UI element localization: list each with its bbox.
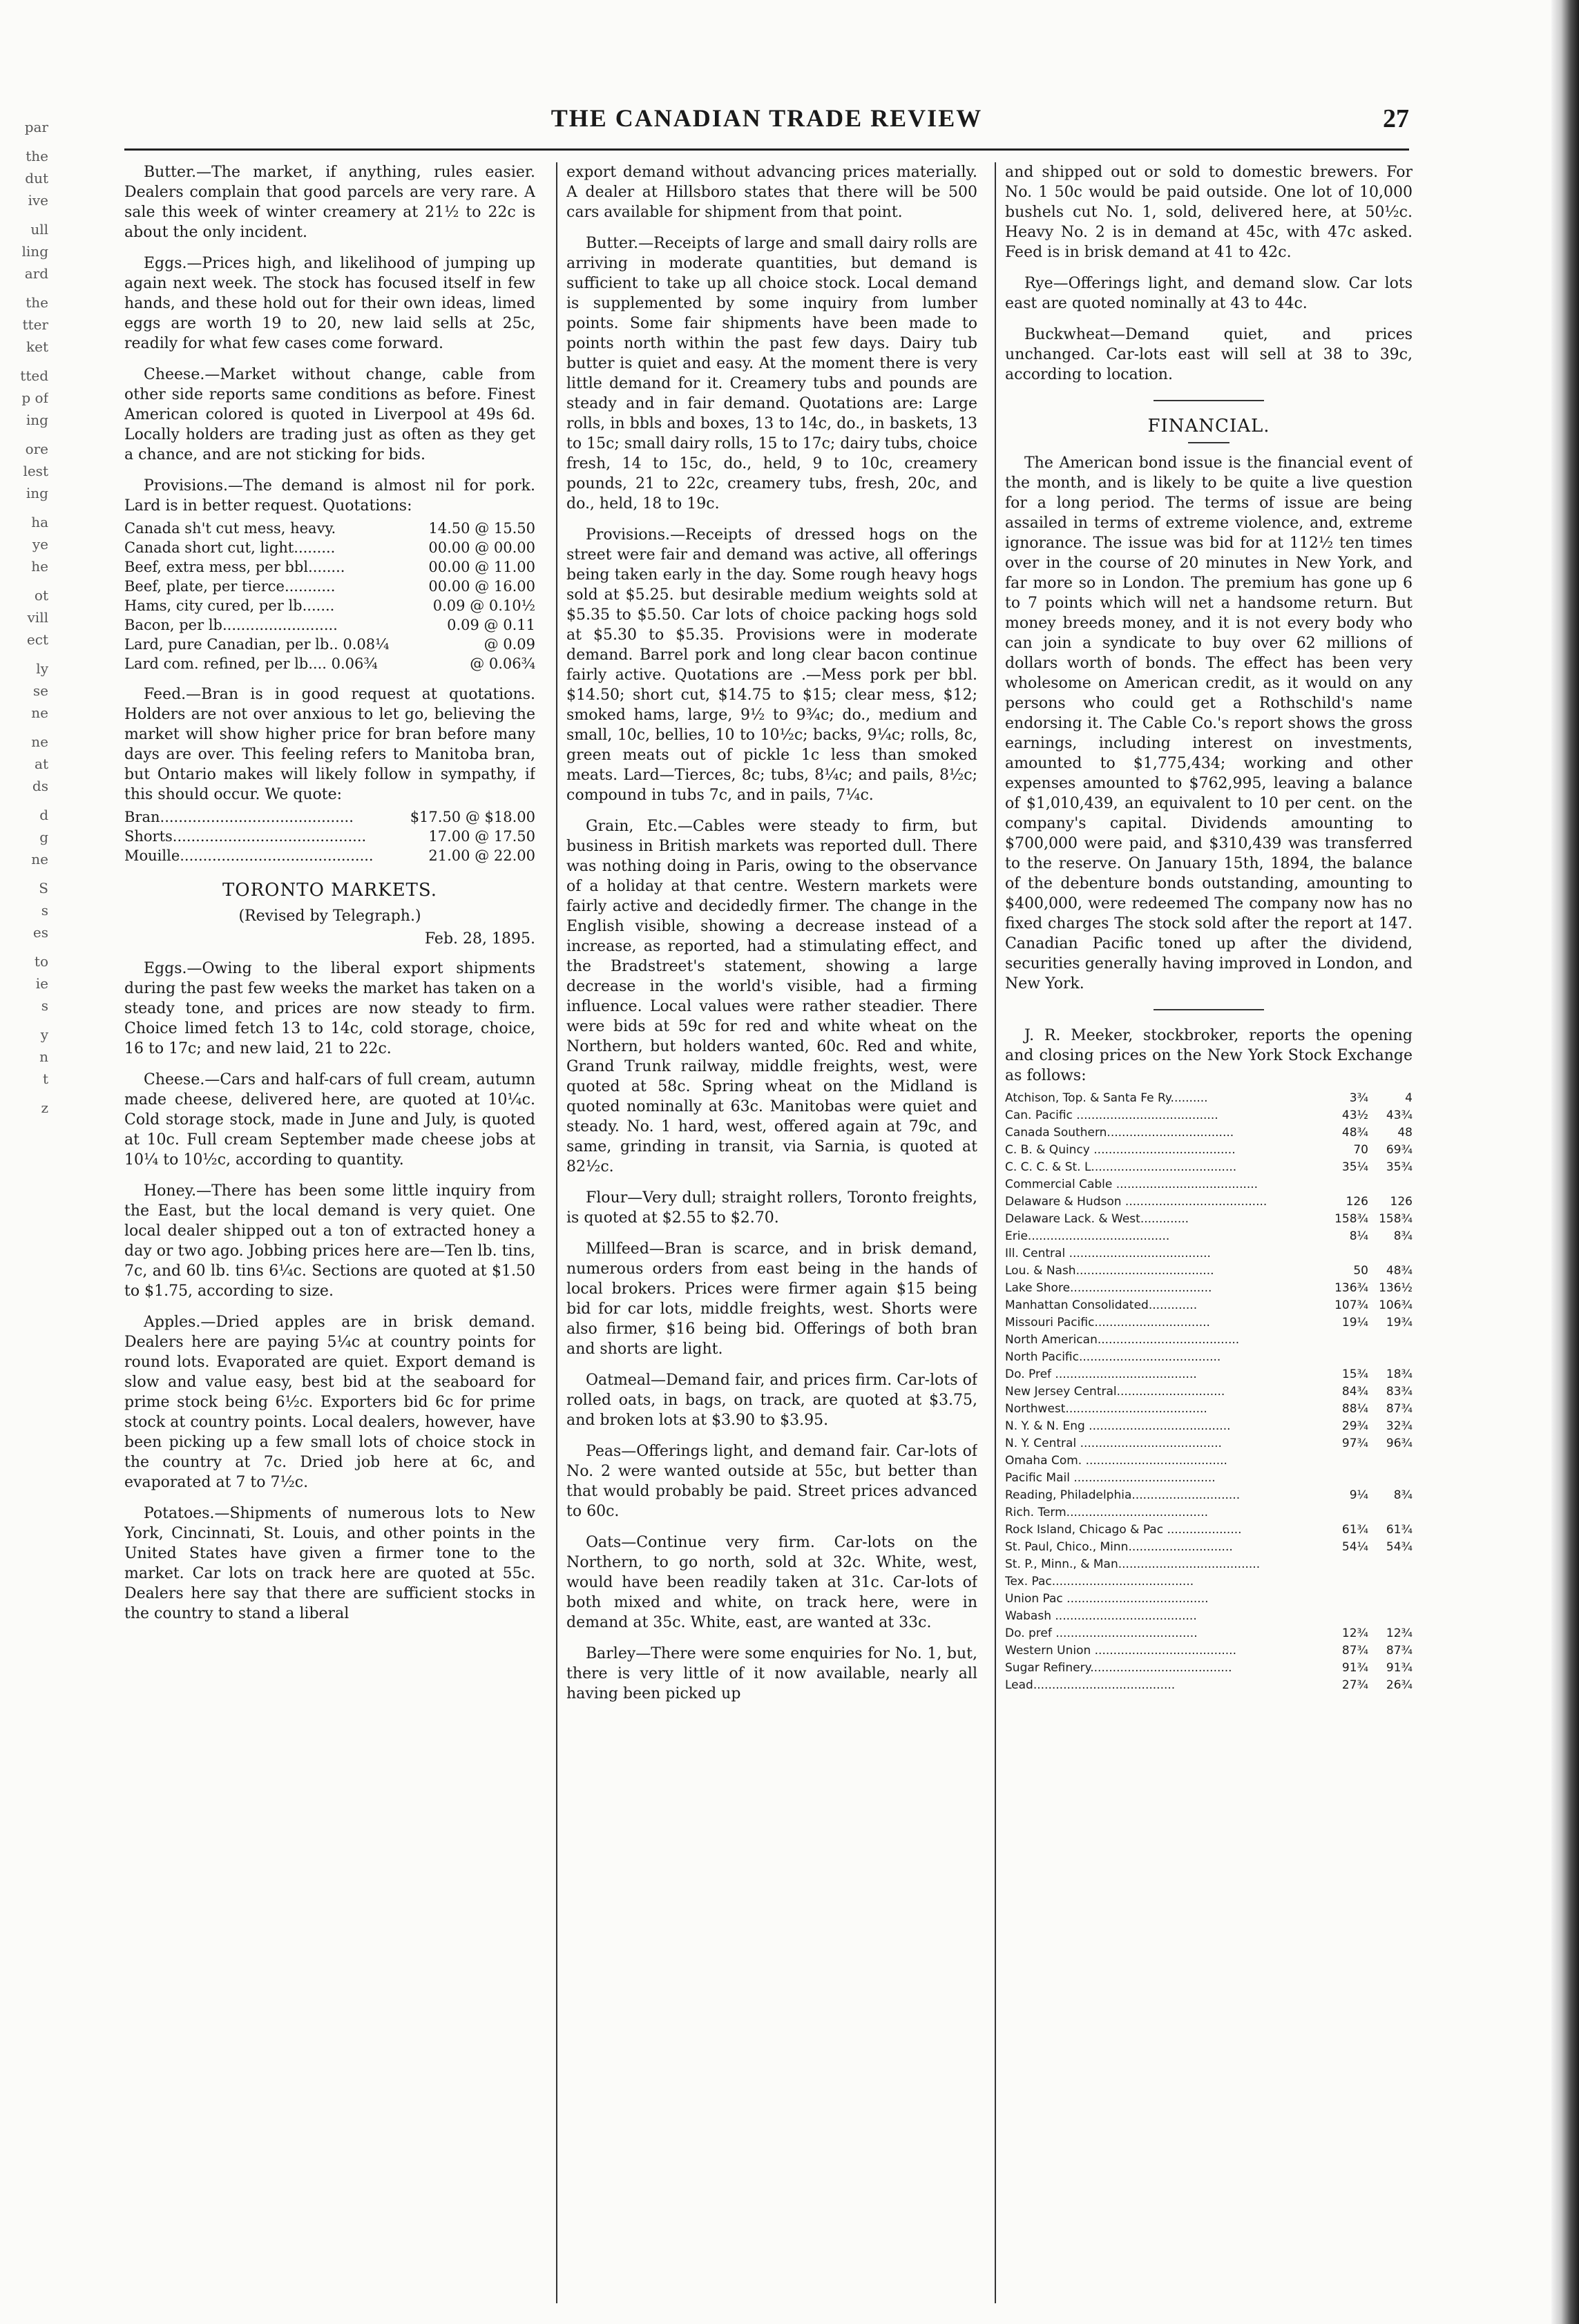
stock-close-price: [1368, 1556, 1413, 1573]
stock-close-price: 158¾: [1379, 1212, 1413, 1226]
stock-open-price: 29¾: [1341, 1419, 1368, 1433]
margin-fragment: ore: [25, 441, 48, 457]
stock-close-price: [1368, 1608, 1413, 1625]
stock-name: Lou. & Nash.....................................: [1005, 1264, 1214, 1278]
column-divider: [556, 162, 557, 2303]
toronto-honey-paragraph: Honey.—There has been some little inquiry from the East, but the local demand is very quiet. One local dealer shipped out a ton of extracted honey a day or two ago. Jobbing prices here are—Ten lb. tins, 7c, and 60 lb. tins 6¼c. Sections are quoted at $1.50 to $1.75, according to size.: [124, 1182, 535, 1300]
margin-fragment: to: [34, 953, 48, 970]
stock-row: [1005, 1245, 1413, 1262]
stock-open-price: 136¾: [1334, 1281, 1368, 1295]
stock-row: [1005, 1625, 1413, 1642]
quote-price: 00.00 @ 16.00: [428, 578, 535, 595]
stock-name: Do. pref ......................................: [1005, 1626, 1198, 1640]
quote-name: Canada sh't cut mess, heavy.: [124, 520, 336, 537]
stock-row: [1005, 1401, 1413, 1418]
stock-close-price: 43¾: [1386, 1108, 1413, 1122]
quote-row: [124, 519, 535, 538]
stock-open-price: 97¾: [1341, 1437, 1368, 1450]
stock-close-price: [1368, 1504, 1413, 1521]
stock-open-price: 158¾: [1334, 1212, 1368, 1226]
stock-close-price: 96¾: [1386, 1437, 1413, 1450]
stock-open-price: [1320, 1556, 1368, 1573]
stock-open-price: 3¾: [1349, 1091, 1368, 1105]
stock-name: Delaware Lack. & West.............: [1005, 1212, 1189, 1226]
margin-fragment: ket: [26, 338, 48, 355]
margin-fragment: ne: [31, 851, 48, 867]
column-one: [124, 162, 535, 2303]
margin-fragment: s: [41, 997, 48, 1014]
stock-row: [1005, 1556, 1413, 1573]
financial-heading: FINANCIAL.: [1147, 416, 1270, 436]
margin-fragment: y: [40, 1026, 48, 1043]
margin-fragment: ect: [26, 631, 48, 648]
meeker-paragraph: J. R. Meeker, stockbroker, reports the opening and closing prices on the New York Stock Exchange as follows:: [1005, 1027, 1413, 1084]
stock-open-price: 61¾: [1341, 1523, 1368, 1537]
stock-close-price: 8¾: [1393, 1229, 1413, 1243]
stock-open-price: [1320, 1573, 1368, 1591]
margin-fragment: s: [41, 902, 48, 919]
stock-row: [1005, 1452, 1413, 1470]
stock-close-price: 87¾: [1386, 1402, 1413, 1416]
stock-name: Can. Pacific ......................................: [1005, 1108, 1218, 1122]
stock-row: [1005, 1176, 1413, 1193]
column-two: [566, 162, 977, 2303]
margin-fragment: se: [32, 682, 48, 699]
stock-name: Northwest......................................: [1005, 1402, 1207, 1416]
toronto-cheese-paragraph: Cheese.—Cars and half-cars of full cream, autumn made cheese, delivered here, are quoted at 10¼c. Cold storage stock, made in June and July, is quoted at 10c. Full cream September made cheese jobs at 10¼ to 10½c, according to quantity.: [124, 1071, 535, 1169]
margin-fragment: tter: [22, 316, 48, 333]
stock-close-price: 106¾: [1379, 1298, 1413, 1312]
quote-row: [124, 557, 535, 577]
margin-fragment: S: [39, 880, 48, 896]
stock-name: St. P., Minn., & Man......................................: [1005, 1557, 1261, 1571]
stock-name: Wabash ......................................: [1005, 1609, 1197, 1623]
stock-open-price: 9¼: [1349, 1488, 1368, 1502]
stock-row: [1005, 1677, 1413, 1694]
margin-fragment: vill: [27, 609, 48, 626]
quote-name: Beef, extra mess, per bbl........: [124, 559, 345, 575]
quote-row: [124, 807, 535, 827]
margin-fragment: the: [26, 148, 48, 164]
stock-open-price: 50: [1353, 1264, 1368, 1278]
margin-fragment: p of: [21, 390, 48, 406]
stock-close-price: [1368, 1349, 1413, 1366]
stock-close-price: 69¾: [1386, 1143, 1413, 1157]
margin-fragment: he: [31, 558, 48, 575]
continued-paragraph: and shipped out or sold to domestic brewers. For No. 1 50c would be paid outside. One lot of 10,000 bushels cut No. 1, sold, delivered here, at 50½c. Heavy No. 2 is in demand at 45c, with 47c asked. Feed is in brisk demand at 41 to 42c.: [1005, 164, 1413, 261]
column-divider: [995, 162, 996, 2303]
stock-close-price: 18¾: [1386, 1367, 1413, 1381]
margin-fragment: dut: [25, 170, 48, 186]
stock-name: Delaware & Hudson ......................................: [1005, 1195, 1267, 1209]
stock-name: Union Pac ......................................: [1005, 1592, 1209, 1606]
stock-name: Lead......................................: [1005, 1678, 1176, 1692]
stock-open-price: 88¼: [1341, 1402, 1368, 1416]
stock-row: [1005, 1124, 1413, 1142]
stock-row: [1005, 1435, 1413, 1452]
stock-open-price: 12¾: [1341, 1626, 1368, 1640]
quote-price: 14.50 @ 15.50: [428, 520, 535, 537]
butter-paragraph: Butter.—Receipts of large and small dairy rolls are arriving in moderate quantities, but demand is sufficient to take up all choice stock. Local demand is supplemented by some inquiry from lumber points. Some fair shipments have been made to points north within the past few days. Dairy tub butter is quiet and easy. At the moment there is very little demand for it. Creamery tubs and pounds are steady and in fair demand. Quotations are: Large rolls, in bbls and boxes, 13 to 14c, do., in baskets, 13 to 15c; small dairy rolls, 15 to 17c; dairy tubs, choice fresh, 14 to 15c, do., held, 9 to 10c, creamery pounds, 21 to 22c, creamery tubs, fresh, 20c, and do., held, 18 to 19c.: [566, 235, 977, 512]
toronto-markets-heading: TORONTO MARKETS.: [222, 880, 438, 901]
toronto-eggs-paragraph: Eggs.—Owing to the liberal export shipments during the past few weeks the market has taken on a steady tone, and prices are now steady to firm. Choice limed fetch 13 to 14c, cold storage, choice, 16 to 17c; and new laid, 21 to 22c.: [124, 960, 535, 1057]
stock-name: Rich. Term......................................: [1005, 1506, 1209, 1519]
quote-row: [124, 596, 535, 615]
margin-fragment: ne: [31, 704, 48, 721]
quote-price: @ 0.09: [484, 636, 535, 653]
quote-row: [124, 846, 535, 865]
stock-close-price: 4: [1405, 1091, 1413, 1105]
stock-open-price: 126: [1346, 1195, 1368, 1209]
stock-name: New Jersey Central.............................: [1005, 1385, 1225, 1399]
quote-row: [124, 635, 535, 654]
section-rule: [1154, 400, 1264, 401]
quote-price: $17.50 @ $18.00: [410, 809, 535, 825]
stock-close-price: 91¾: [1386, 1661, 1413, 1675]
quote-price: 17.00 @ 17.50: [428, 828, 535, 845]
header-rule: [124, 148, 1409, 151]
margin-fragment: ing: [26, 412, 48, 428]
stock-close-price: [1368, 1332, 1413, 1349]
provisions-paragraph: Provisions.—The demand is almost nil for pork. Lard is in better request. Quotations:: [124, 477, 535, 515]
margin-fragment: tted: [20, 367, 48, 384]
stock-open-price: 107¾: [1334, 1298, 1368, 1312]
stock-name: Lake Shore......................................: [1005, 1281, 1212, 1295]
quote-price: 0.09 @ 0.10½: [432, 597, 535, 614]
quote-row: [124, 654, 535, 673]
stock-close-price: 126: [1390, 1195, 1413, 1209]
stock-close-price: 136½: [1379, 1281, 1413, 1295]
quote-name: Lard, pure Canadian, per lb.. 0.08¼: [124, 636, 390, 653]
quote-price: @ 0.06¾: [470, 655, 535, 672]
rye-paragraph: Rye—Offerings light, and demand slow. Car lots east are quoted nominally at 43 to 44c.: [1005, 275, 1413, 312]
stock-close-price: 8¾: [1393, 1488, 1413, 1502]
stock-name: Reading, Philadelphia.............................: [1005, 1488, 1241, 1502]
stock-row: [1005, 1142, 1413, 1159]
stock-open-price: 27¾: [1341, 1678, 1368, 1692]
provision-quotes-table: [124, 519, 535, 673]
stock-row: [1005, 1608, 1413, 1625]
quote-price: 00.00 @ 11.00: [428, 559, 535, 575]
quote-name: Canada short cut, light.........: [124, 539, 336, 556]
stock-open-price: [1320, 1608, 1368, 1625]
stock-close-price: 12¾: [1386, 1626, 1413, 1640]
stock-open-price: [1320, 1452, 1368, 1470]
stock-close-price: [1368, 1176, 1413, 1193]
stock-name: North Pacific......................................: [1005, 1350, 1221, 1364]
stock-open-price: 87¾: [1341, 1644, 1368, 1658]
stock-open-price: 84¾: [1341, 1385, 1368, 1399]
stock-open-price: [1320, 1591, 1368, 1608]
stock-open-price: 35¼: [1341, 1160, 1368, 1174]
stock-name: Manhattan Consolidated.............: [1005, 1298, 1198, 1312]
stock-row: [1005, 1297, 1413, 1314]
stock-name: C. B. & Quincy ......................................: [1005, 1143, 1236, 1157]
stock-name: Tex. Pac......................................: [1005, 1575, 1194, 1588]
stock-name: Canada Southern..................................: [1005, 1126, 1234, 1140]
stock-row: [1005, 1349, 1413, 1366]
stock-row: [1005, 1642, 1413, 1660]
eggs-paragraph: Eggs.—Prices high, and likelihood of jumping up again next week. The stock has focused itself in few hands, and these hold out for their own ideas, limed eggs are worth 19 to 20, new laid sells at 25c, readily for what few cases come forward.: [124, 255, 535, 352]
stock-row: [1005, 1504, 1413, 1521]
peas-paragraph: Peas—Offerings light, and demand fair. Car-lots of No. 2 were wanted outside at 55c, but better than that would probably be paid. Street prices advanced to 60c.: [566, 1443, 977, 1520]
buckwheat-paragraph: Buckwheat—Demand quiet, and prices unchanged. Car-lots east will sell at 38 to 39c, according to location.: [1005, 326, 1413, 383]
margin-fragment: ne: [31, 733, 48, 750]
margin-fragment: ull: [30, 221, 48, 238]
margin-fragment: d: [39, 807, 48, 823]
stock-row: [1005, 1228, 1413, 1245]
stock-name: Rock Island, Chicago & Pac ....................: [1005, 1523, 1242, 1537]
quote-price: 00.00 @ 00.00: [428, 539, 535, 556]
stock-close-price: [1368, 1573, 1413, 1591]
quote-name: Bacon, per lb.........................: [124, 617, 338, 633]
toronto-subheading: (Revised by Telegraph.): [238, 907, 421, 925]
cheese-paragraph: Cheese.—Market without change, cable from other side reports same conditions as before. Finest American colored is quoted in Liverpool at 49s 6d. Locally holders are trading just as often as they get a chance, and are not sticking for bids.: [124, 366, 535, 463]
stock-close-price: 48: [1397, 1126, 1413, 1140]
continued-paragraph: export demand without advancing prices materially. A dealer at Hillsboro states that there will be 500 cars available for shipment from that point.: [566, 164, 977, 221]
stock-name: Erie......................................: [1005, 1229, 1170, 1243]
barley-paragraph: Barley—There were some enquiries for No. 1, but, there is very little of it now available, nearly all having been picked up: [566, 1645, 977, 1702]
margin-fragment: ive: [28, 192, 48, 209]
quote-name: Mouille..........................................: [124, 847, 374, 864]
stock-open-price: [1320, 1349, 1368, 1366]
stock-name: C. C. C. & St. L.......................................: [1005, 1160, 1237, 1174]
quote-price: 21.00 @ 22.00: [428, 847, 535, 864]
provisions-paragraph: Provisions.—Receipts of dressed hogs on the street were fair and demand was active, all offerings being taken early in the day. Some rough heavy hogs sold at $5.25. but desirable medium weights sold at $5.35 to $5.50. Car lots of choice packing hogs sold at $5.30 to $5.35. Provisions were in moderate demand. Barrel pork and long clear bacon continue fairly active. Quotations are .—Mess pork per bbl. $14.50; short cut, $14.75 to $15; clear mess, $12; smoked hams, large, 9½ to 9¾c; do., medium and small, 10c, bellies, 10 to 10½c; backs, 9¼c; rolls, 8c, green meats out of pickle 1c less than smoked meats. Lard—Tierces, 8c; tubs, 8¼c; and pails, 8½c; compound in tubs 7c, and in pails, 7¼c.: [566, 526, 977, 804]
stock-row: [1005, 1660, 1413, 1677]
stock-row: [1005, 1262, 1413, 1280]
margin-fragment: ye: [32, 536, 48, 553]
margin-fragment: ot: [34, 587, 48, 604]
stock-close-price: 35¾: [1386, 1160, 1413, 1174]
stock-open-price: [1320, 1176, 1368, 1193]
margin-fragment: es: [32, 924, 48, 941]
stock-open-price: 43½: [1341, 1108, 1368, 1122]
stock-close-price: 83¾: [1386, 1385, 1413, 1399]
feed-quotes-table: [124, 807, 535, 865]
stock-price-table: [1005, 1090, 1413, 1694]
stock-row: [1005, 1090, 1413, 1107]
stock-name: N. Y. Central ......................................: [1005, 1437, 1222, 1450]
stock-name: Commercial Cable ......................................: [1005, 1178, 1259, 1191]
margin-fragment: ling: [21, 243, 48, 260]
margin-fragment: ing: [26, 485, 48, 501]
stock-open-price: 15¾: [1341, 1367, 1368, 1381]
stock-open-price: [1320, 1332, 1368, 1349]
stock-row: [1005, 1211, 1413, 1228]
stock-close-price: [1368, 1452, 1413, 1470]
stock-open-price: [1320, 1504, 1368, 1521]
stock-open-price: 8¼: [1349, 1229, 1368, 1243]
quote-row: [124, 577, 535, 596]
stock-row: [1005, 1193, 1413, 1211]
page-header: [124, 104, 1409, 152]
margin-fragment: lest: [23, 463, 48, 479]
stock-close-price: 26¾: [1386, 1678, 1413, 1692]
stock-name: Do. Pref ......................................: [1005, 1367, 1197, 1381]
stock-name: Pacific Mail ......................................: [1005, 1471, 1216, 1485]
stock-row: [1005, 1280, 1413, 1297]
stock-close-price: 61¾: [1386, 1523, 1413, 1537]
stock-row: [1005, 1332, 1413, 1349]
stock-open-price: 91¾: [1341, 1661, 1368, 1675]
stock-open-price: 70: [1353, 1143, 1368, 1157]
millfeed-paragraph: Millfeed—Bran is scarce, and in brisk demand, numerous orders from east being in the hands of local brokers. Prices were firmer again $15 being bid for car lots, middle freights, west. Shorts were also firmer, $16 being bid. Offerings of both bran and shorts are light.: [566, 1240, 977, 1358]
stock-row: [1005, 1573, 1413, 1591]
stock-name: Sugar Refinery......................................: [1005, 1661, 1232, 1675]
stock-name: North American......................................: [1005, 1333, 1240, 1347]
quote-name: Bran..........................................: [124, 809, 354, 825]
section-rule: [1154, 1009, 1264, 1010]
margin-fragment: ds: [32, 778, 48, 794]
stock-row: [1005, 1539, 1413, 1556]
quote-name: Shorts..........................................: [124, 828, 367, 845]
column-three: [1005, 162, 1413, 2303]
margin-fragment: z: [41, 1099, 48, 1116]
margin-fragment: ly: [36, 660, 48, 677]
quote-name: Hams, city cured, per lb.......: [124, 597, 335, 614]
margin-fragment: ard: [24, 265, 48, 282]
quote-price: 0.09 @ 0.11: [447, 617, 535, 633]
margin-fragment: g: [39, 829, 48, 845]
stock-row: [1005, 1470, 1413, 1487]
stock-name: N. Y. & N. Eng ......................................: [1005, 1419, 1231, 1433]
stock-row: [1005, 1366, 1413, 1383]
feed-paragraph: Feed.—Bran is in good request at quotations. Holders are not over anxious to let go, believing the market will show higher price for bran before many days are over. This feeling refers to Manitoba bran, but Ontario makes will likely follow in sympathy, if this should occur. We quote:: [124, 686, 535, 803]
margin-fragment: t: [42, 1070, 48, 1087]
stock-open-price: 54¼: [1341, 1540, 1368, 1554]
margin-fragment: par: [24, 119, 48, 135]
stock-row: [1005, 1591, 1413, 1608]
quote-name: Beef, plate, per tierce...........: [124, 578, 336, 595]
toronto-apples-paragraph: Apples.—Dried apples are in brisk demand. Dealers here are paying 5¼c at country points for round lots. Evaporated are quiet. Export demand is slow and value easy, best bid at the seaboard for prime stock being 6½c. Exporters bid 6c for prime stock at country points. Local dealers, however, have been picking up a few small lots of choice stock in the country at 7c. Dried job here at 6c, and evaporated at 7 to 7½c.: [124, 1314, 535, 1491]
stock-row: [1005, 1107, 1413, 1124]
butter-paragraph: Butter.—The market, if anything, rules easier. Dealers complain that good parcels are very rare. A sale this week of winter creamery at 21½ to 22c is about the only incident.: [124, 164, 535, 241]
stock-close-price: 32¾: [1386, 1419, 1413, 1433]
stock-name: Missouri Pacific...............................: [1005, 1316, 1210, 1329]
margin-fragment: the: [26, 294, 48, 311]
stock-name: Atchison, Top. & Santa Fe Ry..........: [1005, 1091, 1208, 1105]
stock-close-price: [1368, 1245, 1413, 1262]
oats-paragraph: Oats—Continue very firm. Car-lots on the Northern, to go north, sold at 32c. White, west, would have been readily taken at 31c. Car-lots of both mixed and white, on track here, were in demand at 35c. White, east, are wanted at 33c.: [566, 1534, 977, 1631]
page-number: 27: [1383, 104, 1409, 133]
stock-row: [1005, 1521, 1413, 1539]
left-margin-fragments: [0, 117, 48, 1430]
oatmeal-paragraph: Oatmeal—Demand fair, and prices firm. Car-lots of rolled oats, in bags, on track, are quoted at $3.75, and broken lots at $3.90 to $3.95.: [566, 1372, 977, 1429]
stock-open-price: [1320, 1245, 1368, 1262]
stock-close-price: 54¾: [1386, 1540, 1413, 1554]
stock-row: [1005, 1159, 1413, 1176]
stock-row: [1005, 1314, 1413, 1332]
toronto-dateline: Feb. 28, 1895.: [424, 930, 535, 948]
stock-close-price: [1368, 1470, 1413, 1487]
margin-fragment: ha: [31, 514, 48, 530]
flour-paragraph: Flour—Very dull; straight rollers, Toronto freights, is quoted at $2.55 to $2.70.: [566, 1189, 977, 1227]
page-binding-edge: [1551, 0, 1579, 2324]
stock-close-price: 87¾: [1386, 1644, 1413, 1658]
stock-row: [1005, 1383, 1413, 1401]
stock-row: [1005, 1418, 1413, 1435]
financial-paragraph: The American bond issue is the financial event of the month, and is likely to be quite a live question for a long period. The terms of issue are being assailed in terms of extreme violence, and, extreme ignorance. The issue was bid for at 112½ ten times over in the course of 20 minutes in New York, and far more so in London. The premium has gone up 6 to 7 points which will net a handsome return. But money breeds money, and it is not every body who can join a syndicate to buy over 62 millions of dollars worth of bonds. The effect has been very wholesome on American credit, as it would on any persons who could get a Rothschild's name endorsing it. The Cable Co.'s report shows the gross earnings, including interest on investments, amounted to $1,775,434; working and other expenses amounted to $762,995, leaving a balance of $1,010,439, an equivalent to 10 per cent. on the company's capital. Dividends amounting to $700,000 were paid, and $310,439 was transferred to the reserve. On January 15th, 1894, the balance of the debenture bonds outstanding, amounting to $400,000, were redeemed The company now has no fixed charges The stock sold after the report at 147. Canadian Pacific toned up after the dividend, securities generally having improved in London, and New York.: [1005, 454, 1413, 992]
quote-row: [124, 538, 535, 557]
stock-open-price: 19¼: [1341, 1316, 1368, 1329]
stock-name: St. Paul, Chico., Minn............................: [1005, 1540, 1233, 1554]
quote-name: Lard com. refined, per lb.... 0.06¾: [124, 655, 378, 672]
stock-open-price: [1320, 1470, 1368, 1487]
margin-fragment: at: [35, 756, 48, 772]
stock-name: Omaha Com. ......................................: [1005, 1454, 1227, 1468]
stock-name: Western Union ......................................: [1005, 1644, 1236, 1658]
grain-paragraph: Grain, Etc.—Cables were steady to firm, but business in British markets was reported dull. There was nothing doing in Paris, owing to the observance of a holiday at that centre. Western markets were fairly active and decidedly firmer. The change in the English visible, showing a decrease instead of a increase, as reported, had a stimulating effect, and the Bradstreet's statement, showing a large decrease in the world's visible, had a firming influence. Local values were rather steadier. There were bids at 59c for red and white wheat on the Northern, but holders wanted, 60c. Red and white, Grand Trunk railway, middle freights, west, were quoted at 58c. Spring wheat on the Midland is quoted nominally at 63c. Manitobas were quiet and steady. No. 1 hard, west, offered again at 79c, and same, grinding in transit, via Sarnia, is quoted at 82½c.: [566, 818, 977, 1175]
toronto-potatoes-paragraph: Potatoes.—Shipments of numerous lots to New York, Cincinnati, St. Louis, and other points in the United States have given a firmer tone to the market. Car lots on track here are quoted at 55c. Dealers here say that there are sufficient stocks in the country to stand a liberal: [124, 1505, 535, 1622]
stock-open-price: 48¾: [1341, 1126, 1368, 1140]
margin-fragment: n: [39, 1048, 48, 1065]
quote-row: [124, 827, 535, 846]
stock-close-price: 19¾: [1386, 1316, 1413, 1329]
stock-close-price: 48¾: [1386, 1264, 1413, 1278]
stock-close-price: [1368, 1591, 1413, 1608]
stock-row: [1005, 1487, 1413, 1504]
quote-row: [124, 615, 535, 635]
stock-name: Ill. Central ......................................: [1005, 1247, 1211, 1260]
heading-rule: [1188, 442, 1229, 443]
margin-fragment: ie: [35, 975, 48, 992]
publication-title: THE CANADIAN TRADE REVIEW: [551, 104, 983, 132]
